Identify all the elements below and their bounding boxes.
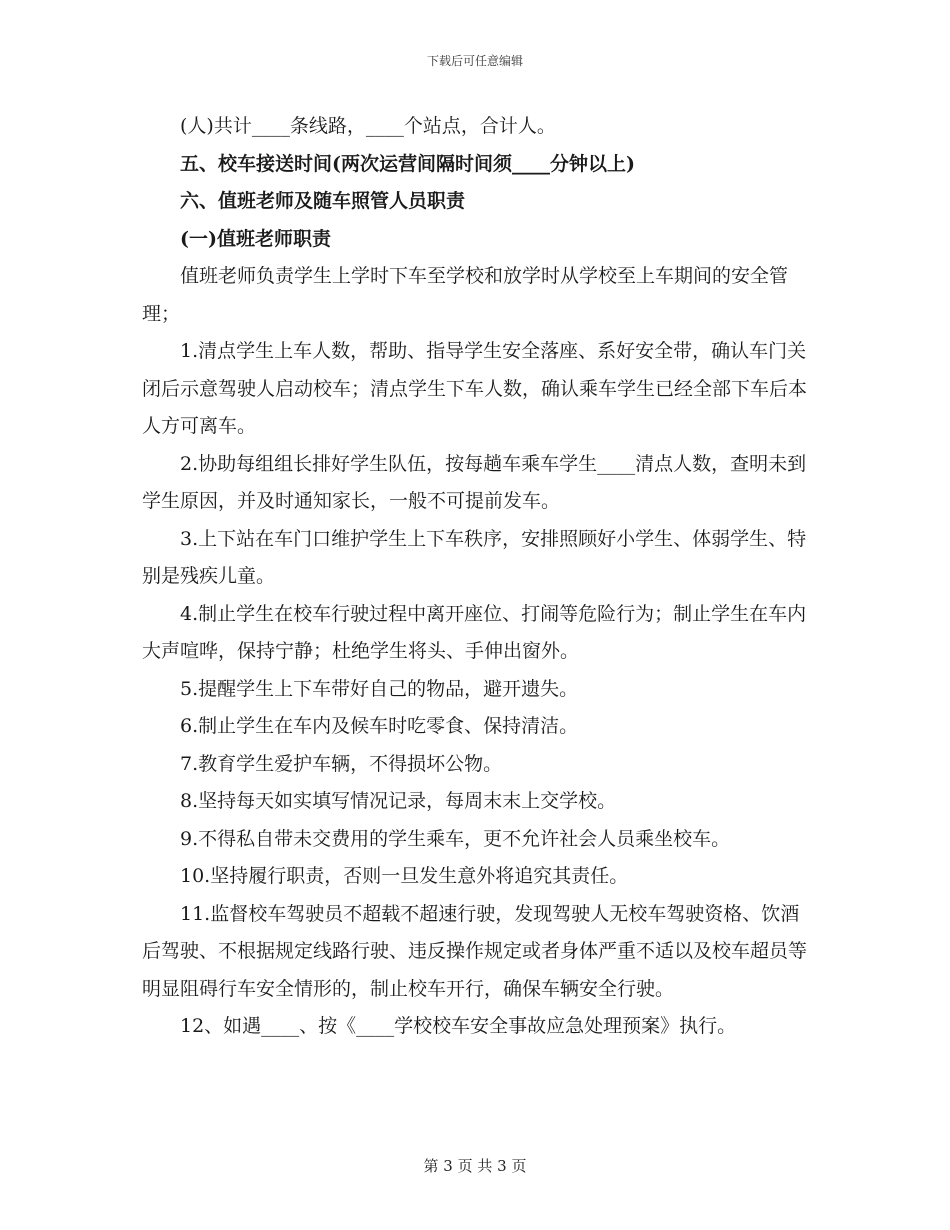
list-item-10: 10.坚持履行职责，否则一旦发生意外将追究其责任。	[180, 865, 629, 887]
list-item-2: 2.协助每组组长排好学生队伍，按每趟车乘车学生____清点人数，查明未到学生原因，并及时通知家长，一般不可提前发车。	[142, 452, 807, 512]
list-item-12: 12、如遇____、按《____学校校车安全事故应急处理预案》执行。	[180, 1015, 737, 1037]
subsection-heading-1: (一)值班老师职责	[180, 227, 331, 250]
section-heading-6: 六、值班老师及随车照管人员职责	[180, 190, 466, 212]
list-item-4: 4.制止学生在校车行驶过程中离开座位、打闹等危险行为；制止学生在车内大声喧哗，保持宁静；杜绝学生将头、手伸出窗外。	[142, 602, 807, 662]
section-heading-5: 五、校车接送时间(两次运营间隔时间须____分钟以上)	[180, 152, 635, 175]
document-body	[142, 108, 810, 1046]
list-item-1: 1.清点学生上车人数，帮助、指导学生安全落座、系好安全带，确认车门关闭后示意驾驶人启动校车；清点学生下车人数，确认乘车学生已经全部下车后本人方可离车。	[142, 340, 808, 437]
list-item-11: 11.监督校车驾驶员不超载不超速行驶，发现驾驶人无校车驾驶资格、饮酒后驾驶、不根据规定线路行驶、违反操作规定或者身体严重不适以及校车超员等明显阻碍行车安全情形的，制止校车开行，确保车辆安全行驶。	[142, 902, 808, 1000]
list-item-8: 8.坚持每天如实填写情况记录，每周末末上交学校。	[180, 790, 617, 812]
paragraph-1: (人)共计____条线路，____个站点，合计人。	[180, 115, 556, 137]
list-item-9: 9.不得私自带未交费用的学生乘车，更不允许社会人员乘坐校车。	[180, 827, 731, 850]
list-item-7: 7.教育学生爱护车辆，不得损坏公物。	[180, 752, 503, 775]
page-footer: 第 3 页 共 3 页	[423, 1157, 527, 1175]
list-item-6: 6.制止学生在车内及候车时吃零食、保持清洁。	[180, 715, 579, 737]
list-item-5: 5.提醒学生上下车带好自己的物品，避开遗失。	[180, 677, 579, 700]
paragraph-intro: 值班老师负责学生上学时下车至学校和放学时从学校至上车期间的安全管理；	[142, 265, 789, 325]
list-item-3: 3.上下站在车门口维护学生上下车秩序，安排照顾好小学生、体弱学生、特别是残疾儿童。	[142, 527, 807, 587]
page-header: 下载后可任意编辑	[426, 54, 523, 68]
